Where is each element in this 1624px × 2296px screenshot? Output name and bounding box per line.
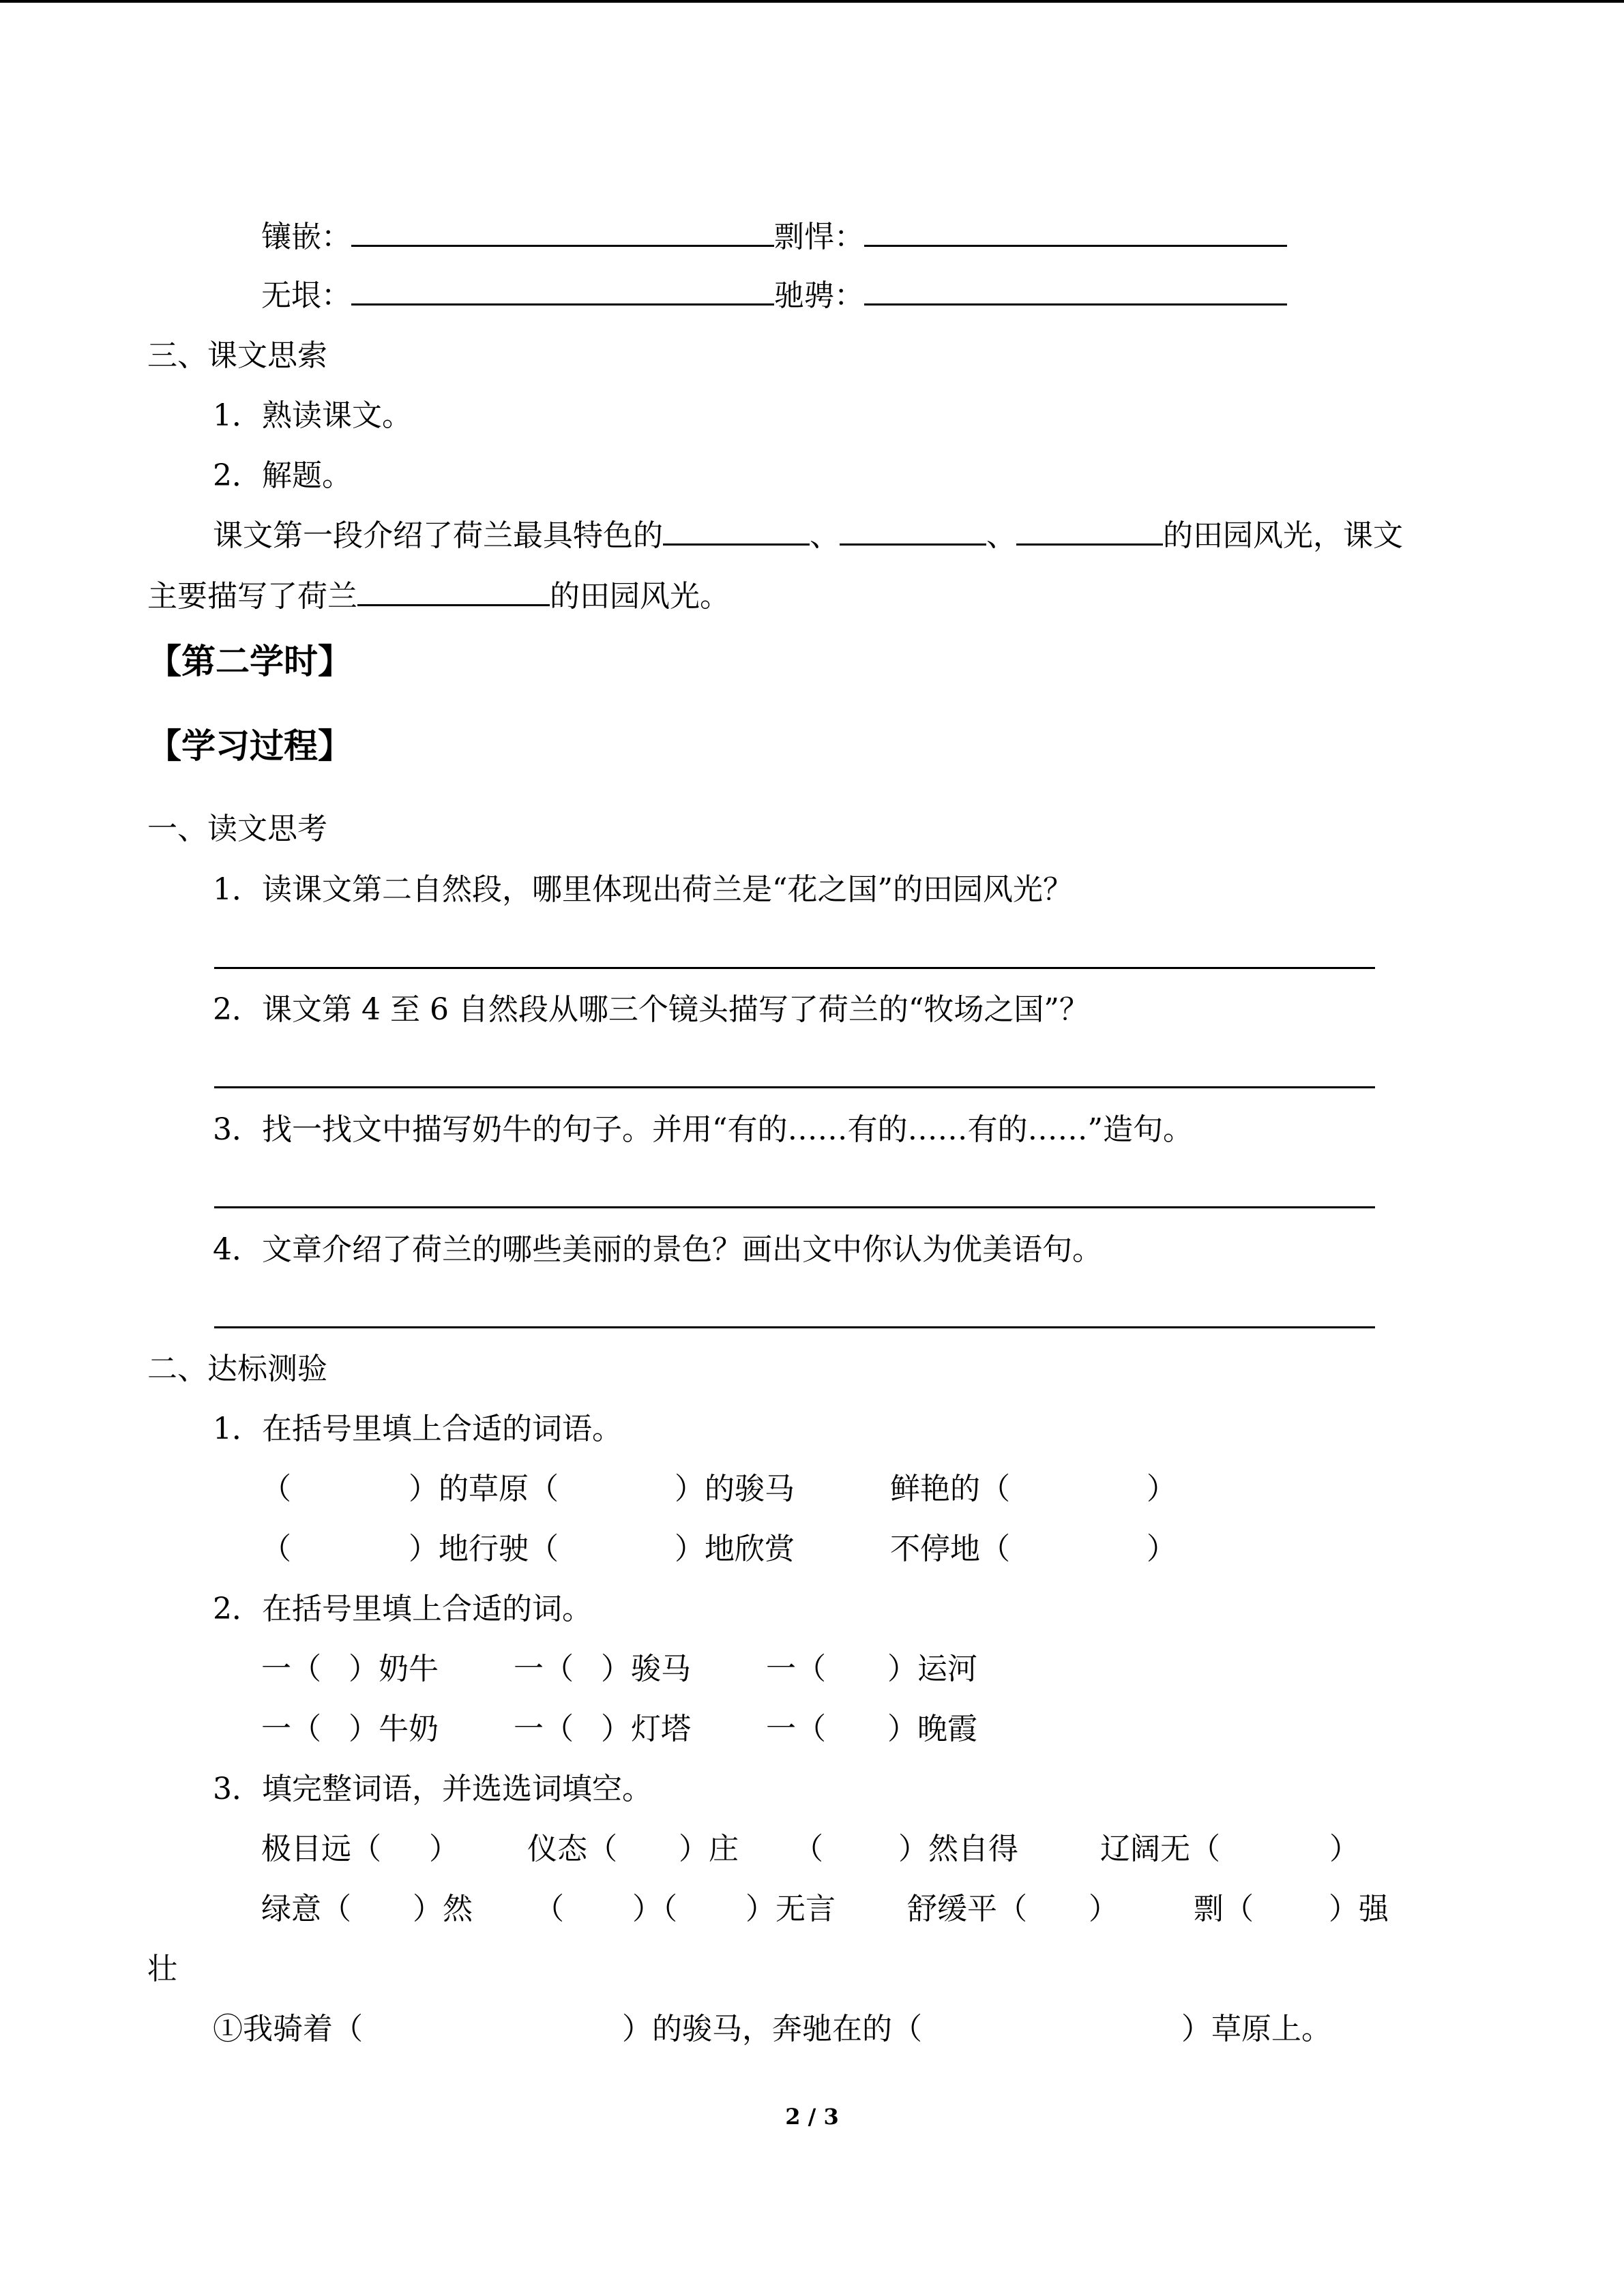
- blank-line[interactable]: [864, 218, 1287, 247]
- top-border: [0, 0, 1624, 3]
- vocab-chicheng: 驰骋：: [774, 278, 864, 313]
- test-q3-row-2: 绿意（ ）然 （ ）（ ）无言 舒缓平（ ） 剽（ ）强: [261, 1892, 1389, 1926]
- reading-question-1: 1．读课文第二自然段，哪里体现出荷兰是“花之国”的田园风光？: [213, 872, 1073, 907]
- page-number: 2 / 3: [785, 2104, 839, 2130]
- heading-lesson-2: 【第二学时】: [147, 642, 352, 681]
- answer-line-2[interactable]: [214, 1086, 1375, 1088]
- answer-line-3[interactable]: [214, 1206, 1375, 1208]
- test-q2-row-2: 一（ ）牛奶 一（ ）灯塔 一（ ）晚霞: [261, 1712, 977, 1746]
- section-3-item-2: 2．解题。: [213, 458, 352, 493]
- reading-question-3: 3．找一找文中描写奶牛的句子。并用“有的……有的……有的……”造句。: [213, 1112, 1193, 1147]
- reading-section-title: 一、读文思考: [147, 811, 327, 846]
- test-question-2: 2．在括号里填上合适的词。: [213, 1592, 592, 1626]
- test-q1-row-2: （ ）地行驶（ ）地欣赏 不停地（ ）: [261, 1532, 1177, 1566]
- test-section-title: 二、达标测验: [147, 1352, 327, 1386]
- blank-line[interactable]: [357, 577, 550, 606]
- blank-line[interactable]: [864, 276, 1287, 305]
- test-question-1: 1．在括号里填上合适的词语。: [213, 1412, 622, 1446]
- answer-line-4[interactable]: [214, 1326, 1375, 1328]
- reading-question-4: 4．文章介绍了荷兰的哪些美丽的景色？画出文中你认为优美语句。: [213, 1232, 1102, 1267]
- heading-learning-process: 【学习过程】: [147, 726, 352, 766]
- test-sentence-1: ①我骑着（ ）的骏马，奔驰在的（ ）草原上。: [213, 2012, 1331, 2046]
- blank-line[interactable]: [840, 516, 986, 546]
- answer-line-1[interactable]: [214, 967, 1375, 969]
- test-q3-wrap: 壮: [147, 1952, 177, 1986]
- vocab-row-2: [261, 275, 1287, 316]
- section-3-para-line-2: 主要描写了荷兰 的田园风光。: [147, 576, 730, 617]
- section-3-title: 三、课文思索: [147, 338, 327, 373]
- test-q2-row-1: 一（ ）奶牛 一（ ）骏马 一（ ）运河: [261, 1652, 977, 1686]
- reading-question-2: 2．课文第 4 至 6 自然段从哪三个镜头描写了荷兰的“牧场之国”？: [213, 992, 1089, 1027]
- test-question-3: 3．填完整词语，并选选词填空。: [213, 1772, 652, 1806]
- blank-line[interactable]: [1016, 516, 1163, 546]
- test-q3-row-1: 极目远（ ） 仪态（ ）庄 （ ）然自得 辽阔无（ ）: [261, 1832, 1359, 1866]
- blank-line[interactable]: [351, 218, 774, 247]
- blank-line[interactable]: [351, 276, 774, 305]
- vocab-wuyin: 无垠：: [261, 278, 351, 313]
- vocab-xiangqian: 镶嵌：: [261, 220, 351, 254]
- section-3-item-1: 1．熟读课文。: [213, 398, 412, 433]
- vocab-row-1: [261, 217, 1287, 258]
- section-3-para-line-1: 课文第一段介绍了荷兰最具特色的 、 、 的田园风光，课文: [213, 516, 1403, 556]
- test-q1-row-1: （ ）的草原（ ）的骏马 鲜艳的（ ）: [261, 1472, 1177, 1506]
- blank-line[interactable]: [663, 516, 810, 546]
- vocab-piaohan: 剽悍：: [774, 220, 864, 254]
